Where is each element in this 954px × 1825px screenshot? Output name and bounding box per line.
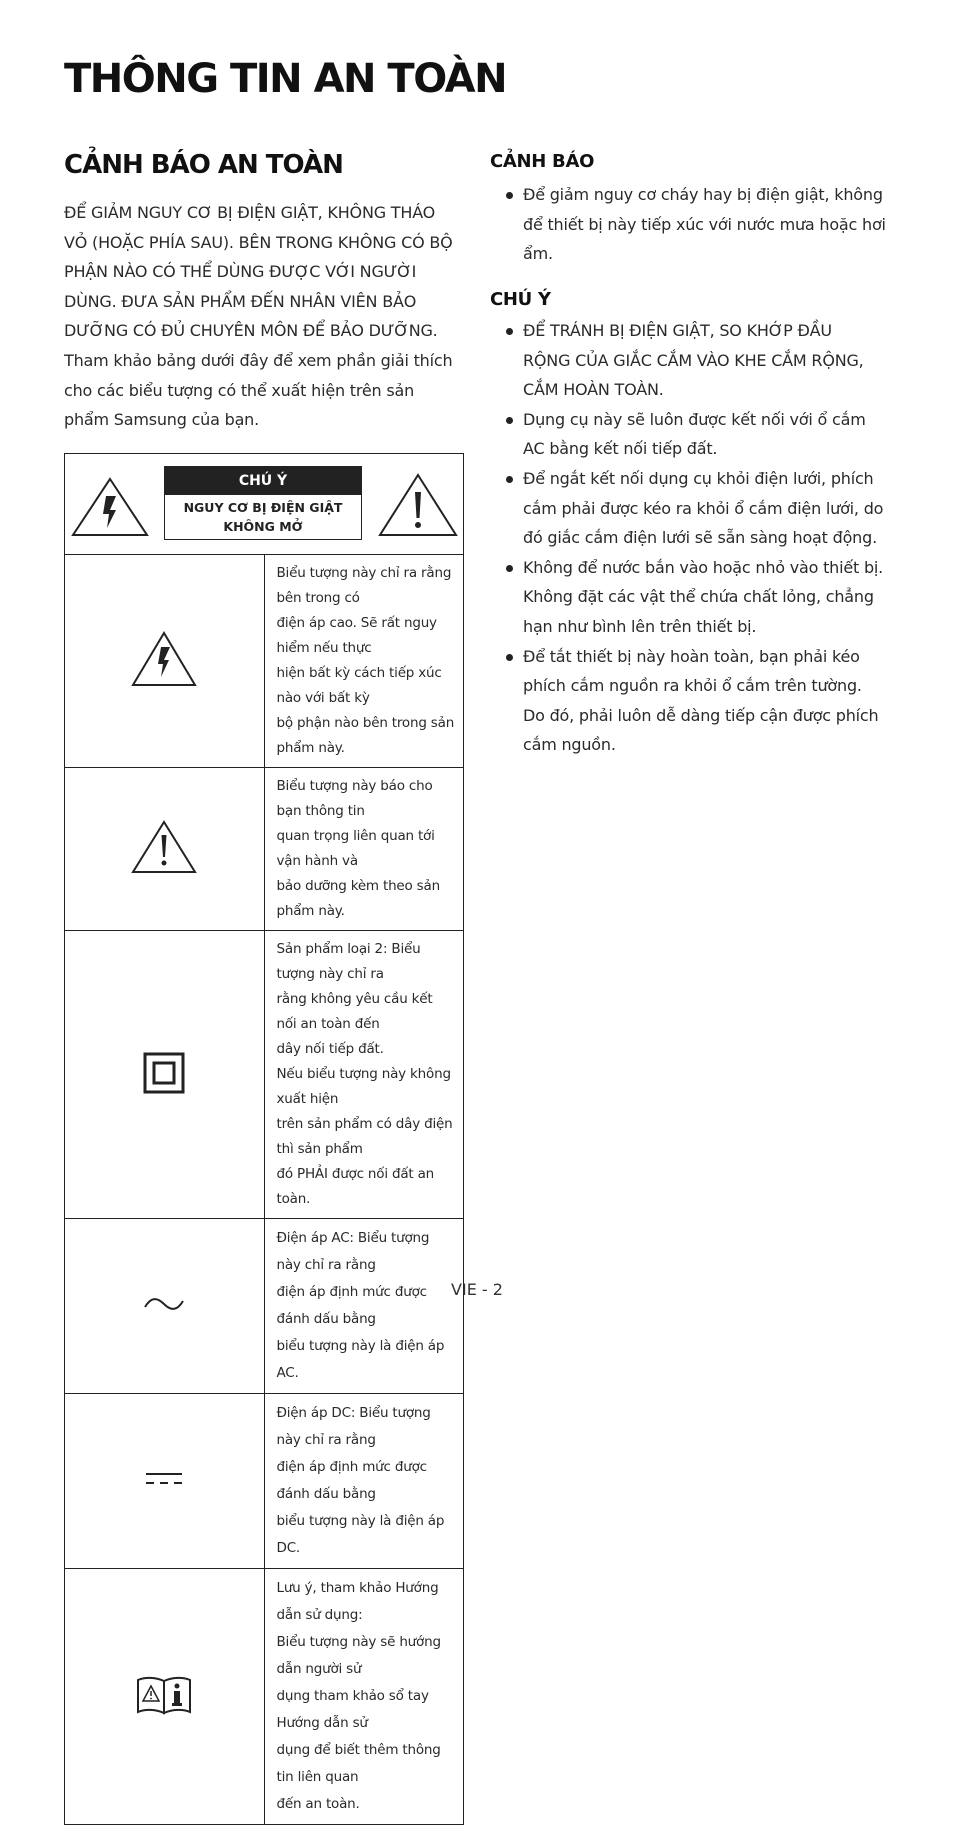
table-row (65, 1219, 464, 1394)
list-item (490, 464, 890, 553)
caution-list (490, 316, 890, 760)
dc-symbol-icon (144, 1471, 184, 1487)
list-item-line: Không để nước bắn vào hoặc nhỏ vào thiết bị. (523, 557, 884, 577)
list-item-line: cắm nguồn. (523, 735, 616, 755)
caution-label-line: KHÔNG MỞ (223, 519, 303, 534)
icon-cell (65, 1394, 265, 1569)
list-item (490, 180, 890, 269)
list-item-line: Để tắt thiết bị này hoàn toàn, bạn phải kéo (523, 646, 860, 666)
description-line: Điện áp AC: Biểu tượng này chỉ ra rằng (276, 1230, 430, 1273)
description-cell (264, 1219, 464, 1394)
description-line: bộ phận nào bên trong sản phẩm này. (276, 715, 455, 756)
list-item-line: ẩm. (523, 244, 553, 264)
caution-label-cell (65, 454, 464, 555)
double-square-icon (143, 1052, 185, 1094)
intro-paragraph (64, 198, 466, 435)
intro-line: cho các biểu tượng có thể xuất hiện trên sản (64, 380, 415, 400)
table-row (65, 1394, 464, 1569)
icon-cell (65, 768, 265, 931)
table-row (65, 1569, 464, 1825)
description-line: Biểu tượng này sẽ hướng dẫn người sử (276, 1634, 441, 1677)
list-item-line: hạn như bình lên trên thiết bị. (523, 616, 757, 636)
description-line: Sản phẩm loại 2: Biểu tượng này chỉ ra (276, 941, 421, 982)
list-item-line: RỘNG CỦA GIẮC CẮM VÀO KHE CẮM RỘNG, (523, 350, 864, 370)
list-item-line: Do đó, phải luôn dễ dàng tiếp cận được phích (523, 705, 879, 725)
description-line: điện áp định mức được đánh dấu bằng (276, 1284, 427, 1327)
description-cell (264, 931, 464, 1219)
list-item-line: đó giắc cắm điện lưới sẽ sẵn sàng hoạt động. (523, 528, 877, 548)
page-title: THÔNG TIN AN TOÀN (64, 56, 507, 102)
exclamation-triangle-icon (130, 819, 198, 875)
description-line: quan trọng liên quan tới vận hành và (276, 828, 435, 869)
list-item (490, 642, 890, 760)
intro-line: PHẬN NÀO CÓ THỂ DÙNG ĐƯỢC VỚI NGƯỜI (64, 262, 417, 282)
list-item-line: CẮM HOÀN TOÀN. (523, 380, 664, 400)
description-cell (264, 768, 464, 931)
caution-label-line: NGUY CƠ BỊ ĐIỆN GIẬT (183, 500, 343, 515)
description-line: Điện áp DC: Biểu tượng này chỉ ra rằng (276, 1405, 431, 1448)
icon-cell (65, 555, 265, 768)
list-item-line: Để ngắt kết nối dụng cụ khỏi điện lưới, phích (523, 468, 874, 488)
list-item-line: phích cắm nguồn ra khỏi ổ cắm trên tường. (523, 676, 862, 696)
list-item-line: để thiết bị này tiếp xúc với nước mưa hoặc hơi (523, 214, 886, 234)
lightning-triangle-icon (130, 630, 198, 688)
list-item (490, 405, 890, 464)
icon-cell (65, 1219, 265, 1394)
description-line: Biểu tượng này chỉ ra rằng bên trong có (276, 565, 452, 606)
exclamation-triangle-icon (377, 472, 459, 538)
list-item (490, 316, 890, 405)
description-line: điện áp cao. Sẽ rất nguy hiểm nếu thực (276, 615, 437, 656)
description-line: trên sản phẩm có dây điện thì sản phẩm (276, 1116, 453, 1157)
description-line: bảo dưỡng kèm theo sản phẩm này. (276, 878, 440, 919)
list-item (490, 553, 890, 642)
intro-line: ĐỂ GIẢM NGUY CƠ BỊ ĐIỆN GIẬT, KHÔNG THÁO (64, 203, 436, 222)
intro-line: phẩm Samsung của bạn. (64, 410, 259, 430)
warning-heading: CẢNH BÁO (490, 151, 595, 172)
symbol-table (64, 453, 464, 1825)
list-item-line: Để giảm nguy cơ cháy hay bị điện giật, không (523, 185, 883, 204)
description-cell (264, 555, 464, 768)
intro-line: Tham khảo bảng dưới đây để xem phần giải thích (64, 350, 453, 370)
table-row (65, 931, 464, 1219)
table-header-row (65, 454, 464, 555)
intro-line: VỎ (HOẶC PHÍA SAU). BÊN TRONG KHÔNG CÓ BỘ (64, 232, 453, 252)
table-row (65, 555, 464, 768)
list-item-line: ĐỂ TRÁNH BỊ ĐIỆN GIẬT, SO KHỚP ĐẦU (523, 321, 832, 340)
manual-book-icon (135, 1675, 193, 1715)
description-line: dây nối tiếp đất. (276, 1041, 384, 1057)
description-line: điện áp định mức được đánh dấu bằng (276, 1459, 427, 1502)
description-line: hiện bất kỳ cách tiếp xúc nào với bất kỳ (276, 665, 442, 706)
caution-label-title: CHÚ Ý (165, 467, 361, 495)
intro-line: DÙNG. ĐƯA SẢN PHẨM ĐẾN NHÂN VIÊN BẢO (64, 291, 417, 311)
page-number: VIE - 2 (451, 1280, 503, 1299)
description-cell (264, 1569, 464, 1825)
description-line: biểu tượng này là điện áp DC. (276, 1513, 445, 1556)
table-row (65, 768, 464, 931)
description-line: Nếu biểu tượng này không xuất hiện (276, 1066, 451, 1107)
caution-label (164, 466, 362, 540)
description-line: đó PHẢI được nối đất an toàn. (276, 1166, 435, 1207)
list-item-line: cắm phải được kéo ra khỏi ổ cắm điện lưới, do (523, 498, 884, 518)
description-line: Biểu tượng này báo cho bạn thông tin (276, 778, 433, 819)
list-item-line: Không đặt các vật thể chứa chất lỏng, chẳng (523, 587, 874, 607)
description-line: Lưu ý, tham khảo Hướng dẫn sử dụng: (276, 1580, 439, 1623)
list-item-line: AC bằng kết nối tiếp đất. (523, 439, 718, 459)
caution-heading: CHÚ Ý (490, 289, 551, 310)
description-cell (264, 1394, 464, 1569)
description-line: biểu tượng này là điện áp AC. (276, 1338, 445, 1381)
icon-cell (65, 1569, 265, 1825)
description-line: rằng không yêu cầu kết nối an toàn đến (276, 991, 433, 1032)
icon-cell (65, 931, 265, 1219)
description-line: dụng để biết thêm thông tin liên quan (276, 1742, 441, 1785)
intro-line: DƯỠNG CÓ ĐỦ CHUYÊN MÔN ĐỂ BẢO DƯỠNG. (64, 321, 438, 341)
lightning-bolt-icon (70, 476, 150, 538)
description-line: đến an toàn. (276, 1796, 360, 1812)
warning-list (490, 180, 890, 269)
section-title-safety-warning: CẢNH BÁO AN TOÀN (64, 150, 343, 180)
list-item-line: Dụng cụ này sẽ luôn được kết nối với ổ cắm (523, 409, 866, 429)
description-line: dụng tham khảo sổ tay Hướng dẫn sử (276, 1688, 429, 1731)
